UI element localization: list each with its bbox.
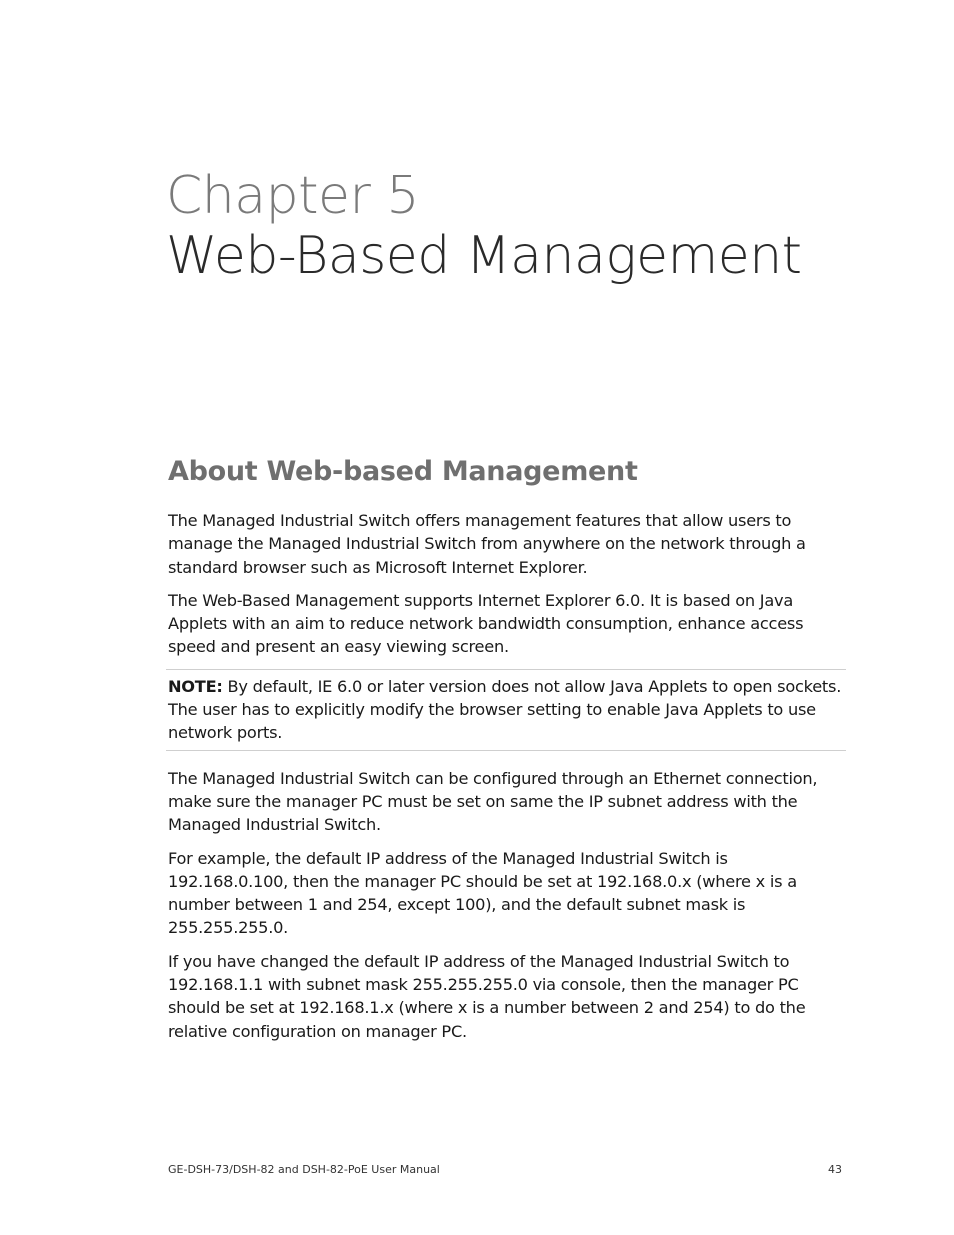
body-paragraph: For example, the default IP address of the Managed Industrial Switch is 192.168.0.100, then the manager PC should be set at 192.168.0.x (where x is a number between 1 and 254, except 100), and the default subnet mask is 255.255.255.0. <box>168 848 797 938</box>
note-box <box>166 669 846 751</box>
note-label: NOTE: <box>168 676 223 696</box>
note-paragraph <box>168 675 846 745</box>
note-text: By default, IE 6.0 or later version does not allow Java Applets to open sockets. The user has to explicitly modify the browser setting to enable Java Applets to use network ports. <box>168 676 842 743</box>
section-body <box>168 509 844 1053</box>
chapter-title: Web-Based Management <box>166 226 802 286</box>
section-heading: About Web-based Management <box>168 456 638 487</box>
body-paragraph: The Managed Industrial Switch offers management features that allow users to manage the Managed Industrial Switch from anywhere on the network through a standard browser such as Microsoft Internet Explorer. <box>168 511 806 577</box>
body-paragraph: The Web-Based Management supports Internet Explorer 6.0. It is based on Java Applets with an aim to reduce network bandwidth consumption, enhance access speed and present an easy viewing screen. <box>168 590 804 657</box>
body-paragraph: If you have changed the default IP address of the Managed Industrial Switch to 192.168.1.1 with subnet mask 255.255.255.0 via console, then the manager PC should be set at 192.168.1.x (where x is a number between 2 and 254) to do the relative configuration on manager PC. <box>168 951 806 1041</box>
chapter-number: Chapter 5 <box>166 166 420 226</box>
footer-page-number: 43 <box>828 1163 842 1176</box>
footer-manual-title: GE-DSH-73/DSH-82 and DSH-82-PoE User Manual <box>168 1163 440 1176</box>
body-paragraph: The Managed Industrial Switch can be configured through an Ethernet connection, make sure the manager PC must be set on same the IP subnet address with the Managed Industrial Switch. <box>168 768 818 835</box>
